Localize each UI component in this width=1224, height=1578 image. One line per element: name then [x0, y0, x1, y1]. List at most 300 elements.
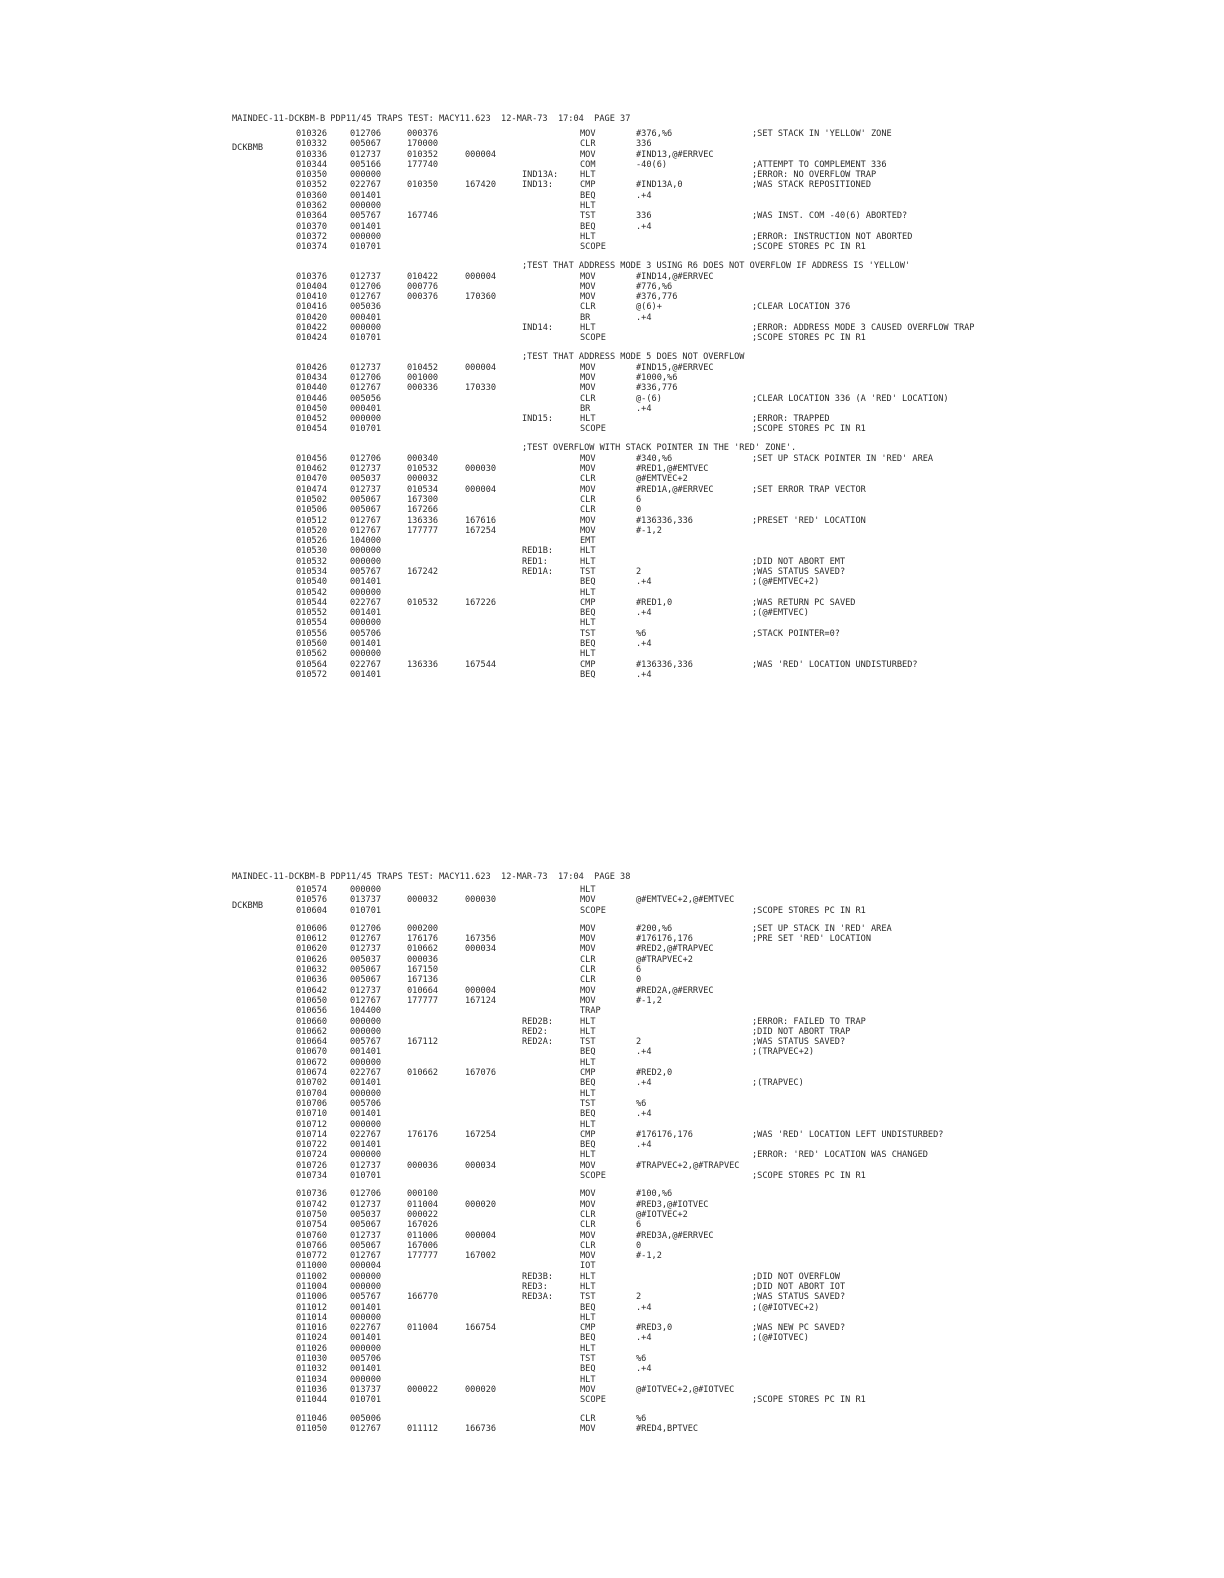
opcode: HLT — [580, 546, 596, 557]
opcode: HLT — [580, 649, 596, 660]
word-1: 005067 — [350, 965, 382, 976]
word-1: 001401 — [350, 1302, 382, 1313]
address: 010470 — [296, 474, 328, 485]
address: 010662 — [296, 1026, 328, 1037]
opcode: CLR — [580, 302, 596, 313]
listing-line — [0, 609, 1224, 619]
word-1: 010701 — [350, 242, 382, 253]
address: 011002 — [296, 1271, 328, 1282]
opcode: TST — [580, 1037, 596, 1048]
word-2: 167006 — [407, 1240, 439, 1251]
word-3: 000020 — [465, 1199, 497, 1210]
word-2: 177777 — [407, 1251, 439, 1262]
operand: #136336,336 — [636, 659, 693, 670]
address: 010632 — [296, 965, 328, 976]
operand: 6 — [636, 494, 642, 505]
operand: 2 — [636, 1292, 642, 1303]
operand: #RED3,0 — [636, 1323, 673, 1334]
listing-line — [0, 1131, 1224, 1141]
address: 010350 — [296, 170, 328, 181]
listing-line — [0, 324, 1224, 334]
address: 010532 — [296, 556, 328, 567]
listing-line — [0, 547, 1224, 557]
opcode: HLT — [580, 170, 596, 181]
opcode: CMP — [580, 180, 596, 191]
word-2: 136336 — [407, 515, 439, 526]
word-1: 005067 — [350, 494, 382, 505]
operand: #200,%6 — [636, 923, 673, 934]
section-gap — [0, 917, 1224, 925]
word-1: 005037 — [350, 954, 382, 965]
comment: ;PRE SET 'RED' LOCATION — [752, 934, 871, 945]
listing-line — [0, 537, 1224, 547]
listing-line — [0, 1425, 1224, 1435]
operand: #176176,176 — [636, 1129, 693, 1140]
word-1: 012737 — [350, 1199, 382, 1210]
address: 010520 — [296, 525, 328, 536]
opcode: MOV — [580, 515, 596, 526]
listing-line — [0, 661, 1224, 671]
comment: ;ERROR: INSTRUCTION NOT ABORTED — [752, 231, 913, 242]
comment: ;ATTEMPT TO COMPLEMENT 336 — [752, 159, 887, 170]
listing-line — [0, 1242, 1224, 1252]
address: 010560 — [296, 639, 328, 650]
word-1: 001401 — [350, 1140, 382, 1151]
opcode: HLT — [580, 1016, 596, 1027]
address: 010452 — [296, 414, 328, 425]
address: 010754 — [296, 1220, 328, 1231]
listing-line — [0, 527, 1224, 537]
opcode: HLT — [580, 1026, 596, 1037]
listing-line — [0, 966, 1224, 976]
label: IND15: — [522, 414, 554, 425]
word-2: 010350 — [407, 180, 439, 191]
operand: #100,%6 — [636, 1189, 673, 1200]
comment: ;SET ERROR TRAP VECTOR — [752, 484, 866, 495]
address: 011000 — [296, 1261, 328, 1272]
comment: ;SCOPE STORES PC IN R1 — [752, 1395, 866, 1406]
opcode: BEQ — [580, 1364, 596, 1375]
listing-line — [0, 578, 1224, 588]
word-2: 000032 — [407, 474, 439, 485]
code-listing-page-38 — [0, 886, 1224, 1435]
word-3: 167420 — [465, 180, 497, 191]
word-3: 000030 — [465, 464, 497, 475]
listing-line — [0, 1386, 1224, 1396]
listing-line — [0, 886, 1224, 896]
label: IND14: — [522, 323, 554, 334]
section-comment-text: ;TEST THAT ADDRESS MODE 3 USING R6 DOES NOT OVERFLOW IF ADDRESS IS 'YELLOW' — [522, 260, 911, 271]
operand: .+4 — [636, 1109, 652, 1120]
opcode: IOT — [580, 1261, 596, 1272]
word-1: 000000 — [350, 1343, 382, 1354]
operand: .+4 — [636, 639, 652, 650]
word-1: 005767 — [350, 566, 382, 577]
label: RED2A: — [522, 1037, 554, 1048]
opcode: MOV — [580, 271, 596, 282]
address: 010362 — [296, 201, 328, 212]
comment: ;WAS STATUS SAVED? — [752, 566, 846, 577]
comment: ;ERROR: ADDRESS MODE 3 CAUSED OVERFLOW TRAP — [752, 323, 975, 334]
operand: .+4 — [636, 1364, 652, 1375]
listing-line — [0, 925, 1224, 935]
operand: @-(6) — [636, 393, 662, 404]
listing-line — [0, 415, 1224, 425]
comment: ;(TRAPVEC+2) — [752, 1047, 815, 1058]
address: 010422 — [296, 323, 328, 334]
address: 010450 — [296, 403, 328, 414]
word-1: 022767 — [350, 180, 382, 191]
opcode: HLT — [580, 1374, 596, 1385]
operand: #376,%6 — [636, 129, 673, 139]
opcode: CLR — [580, 965, 596, 976]
label: RED3: — [522, 1281, 548, 1292]
operand: @(6)+ — [636, 302, 662, 313]
listing-line — [0, 283, 1224, 293]
word-1: 012767 — [350, 525, 382, 536]
operand: #336,776 — [636, 383, 678, 394]
address: 010724 — [296, 1150, 328, 1161]
listing-line — [0, 630, 1224, 640]
opcode: MOV — [580, 362, 596, 373]
address: 010750 — [296, 1209, 328, 1220]
address: 010742 — [296, 1199, 328, 1210]
listing-line — [0, 293, 1224, 303]
opcode: HLT — [580, 618, 596, 629]
opcode: MOV — [580, 149, 596, 160]
label: IND13A: — [522, 170, 559, 181]
listing-line — [0, 506, 1224, 516]
operand: %6 — [636, 628, 647, 639]
header-subtitle: DCKBMB — [232, 142, 264, 153]
header-title: MAINDEC-11-DCKBM-B PDP11/45 TRAPS TEST: MACY11.623 12-MAR-73 17:04 PAGE 37 — [232, 114, 631, 124]
word-2: 010662 — [407, 944, 439, 955]
address: 010502 — [296, 494, 328, 505]
address: 010332 — [296, 139, 328, 150]
opcode: CLR — [580, 474, 596, 485]
word-3: 167616 — [465, 515, 497, 526]
listing-line — [0, 1007, 1224, 1017]
opcode: HLT — [580, 1271, 596, 1282]
word-1: 012737 — [350, 149, 382, 160]
comment: ;SET STACK IN 'YELLOW' ZONE — [752, 129, 892, 139]
address: 010446 — [296, 393, 328, 404]
word-1: 012737 — [350, 944, 382, 955]
opcode: HLT — [580, 885, 596, 895]
operand: -40(6) — [636, 159, 668, 170]
opcode: TST — [580, 1098, 596, 1109]
word-1: 012767 — [350, 995, 382, 1006]
comment: ;WAS STACK REPOSITIONED — [752, 180, 871, 191]
address: 010664 — [296, 1037, 328, 1048]
opcode: BEQ — [580, 577, 596, 588]
word-2: 167746 — [407, 211, 439, 222]
address: 010736 — [296, 1189, 328, 1200]
listing-line — [0, 956, 1224, 966]
word-3: 167002 — [465, 1251, 497, 1262]
label: RED3A: — [522, 1292, 554, 1303]
word-2: 136336 — [407, 659, 439, 670]
comment: ;(@#EMTVEC+2) — [752, 577, 820, 588]
word-1: 000000 — [350, 546, 382, 557]
listing-line — [0, 1345, 1224, 1355]
listing-line — [0, 425, 1224, 435]
operand: %6 — [636, 1354, 647, 1365]
word-1: 000000 — [350, 1271, 382, 1282]
listing-line — [0, 1232, 1224, 1242]
label: IND13: — [522, 180, 554, 191]
word-1: 001401 — [350, 190, 382, 201]
address: 010766 — [296, 1240, 328, 1251]
word-1: 000000 — [350, 1057, 382, 1068]
word-2: 011006 — [407, 1230, 439, 1241]
opcode: SCOPE — [580, 1395, 606, 1406]
address: 010374 — [296, 242, 328, 253]
opcode: BEQ — [580, 639, 596, 650]
word-2: 000776 — [407, 281, 439, 292]
operand: .+4 — [636, 1078, 652, 1089]
word-1: 005706 — [350, 1098, 382, 1109]
listing-line — [0, 303, 1224, 313]
address: 010424 — [296, 333, 328, 344]
word-2: 000036 — [407, 954, 439, 965]
listing-line — [0, 405, 1224, 415]
opcode: TST — [580, 1354, 596, 1365]
address: 010572 — [296, 669, 328, 680]
address: 010376 — [296, 271, 328, 282]
listing-line — [0, 1324, 1224, 1334]
listing-line — [0, 558, 1224, 568]
opcode: MOV — [580, 895, 596, 906]
word-2: 167300 — [407, 494, 439, 505]
word-3: 170330 — [465, 383, 497, 394]
word-1: 000401 — [350, 312, 382, 323]
word-1: 000000 — [350, 1016, 382, 1027]
listing-line — [0, 1201, 1224, 1211]
address: 010656 — [296, 1006, 328, 1017]
operand: 6 — [636, 965, 642, 976]
listing-line — [0, 997, 1224, 1007]
listing-line — [0, 1211, 1224, 1221]
address: 011050 — [296, 1423, 328, 1434]
comment: ;STACK POINTER=0? — [752, 628, 840, 639]
comment: ;ERROR: FAILED TO TRAP — [752, 1016, 866, 1027]
opcode: HLT — [580, 587, 596, 598]
comment: ;WAS STATUS SAVED? — [752, 1037, 846, 1048]
address: 010462 — [296, 464, 328, 475]
operand: #IND13,@#ERRVEC — [636, 149, 714, 160]
listing-line — [0, 130, 1224, 140]
opcode: TST — [580, 211, 596, 222]
opcode: CMP — [580, 1068, 596, 1079]
word-2: 176176 — [407, 1129, 439, 1140]
operand: .+4 — [636, 190, 652, 201]
word-2: 000022 — [407, 1384, 439, 1395]
opcode: MOV — [580, 453, 596, 464]
address: 010760 — [296, 1230, 328, 1241]
opcode: HLT — [580, 556, 596, 567]
word-3: 000030 — [465, 895, 497, 906]
address: 010404 — [296, 281, 328, 292]
operand: 6 — [636, 1220, 642, 1231]
word-2: 010534 — [407, 484, 439, 495]
operand: 0 — [636, 505, 642, 516]
word-1: 005706 — [350, 1354, 382, 1365]
word-1: 022767 — [350, 659, 382, 670]
address: 010336 — [296, 149, 328, 160]
word-2: 011112 — [407, 1423, 439, 1434]
comment: ;(@#IOTVEC) — [752, 1333, 809, 1344]
word-1: 005767 — [350, 211, 382, 222]
listing-line — [0, 599, 1224, 609]
address: 010326 — [296, 129, 328, 139]
operand: .+4 — [636, 1333, 652, 1344]
operand: #IND15,@#ERRVEC — [636, 362, 714, 373]
operand: @#EMTVEC+2 — [636, 474, 688, 485]
operand: .+4 — [636, 1140, 652, 1151]
word-1: 010701 — [350, 333, 382, 344]
operand: #RED2,0 — [636, 1068, 673, 1079]
comment: ;WAS STATUS SAVED? — [752, 1292, 846, 1303]
operand: 336 — [636, 211, 652, 222]
listing-line — [0, 1162, 1224, 1172]
listing-line — [0, 395, 1224, 405]
label: RED1B: — [522, 546, 554, 557]
opcode: MOV — [580, 129, 596, 139]
word-1: 013737 — [350, 1384, 382, 1395]
address: 011016 — [296, 1323, 328, 1334]
word-2: 000032 — [407, 895, 439, 906]
word-1: 010701 — [350, 424, 382, 435]
operand: #136336,336 — [636, 515, 693, 526]
operand: #776,%6 — [636, 281, 673, 292]
word-1: 022767 — [350, 597, 382, 608]
comment: ;PRESET 'RED' LOCATION — [752, 515, 866, 526]
word-1: 000000 — [350, 618, 382, 629]
listing-line — [0, 671, 1224, 681]
address: 010710 — [296, 1109, 328, 1120]
comment: ;WAS 'RED' LOCATION UNDISTURBED? — [752, 659, 918, 670]
word-1: 012737 — [350, 1230, 382, 1241]
operand: 2 — [636, 566, 642, 577]
address: 010620 — [296, 944, 328, 955]
word-2: 167150 — [407, 965, 439, 976]
word-1: 013737 — [350, 895, 382, 906]
word-1: 010701 — [350, 905, 382, 916]
word-3: 167356 — [465, 934, 497, 945]
operand: @#IOTVEC+2 — [636, 1209, 688, 1220]
operand: #340,%6 — [636, 453, 673, 464]
opcode: TST — [580, 566, 596, 577]
opcode: BEQ — [580, 1333, 596, 1344]
listing-line — [0, 334, 1224, 344]
word-3: 166754 — [465, 1323, 497, 1334]
listing-line — [0, 212, 1224, 222]
comment: ;(TRAPVEC) — [752, 1078, 804, 1089]
comment: ;SCOPE STORES PC IN R1 — [752, 905, 866, 916]
listing-line — [0, 1304, 1224, 1314]
word-2: 177740 — [407, 159, 439, 170]
opcode: CMP — [580, 659, 596, 670]
opcode: BR — [580, 403, 591, 414]
word-2: 000376 — [407, 292, 439, 303]
opcode: BR — [580, 312, 591, 323]
word-2: 167266 — [407, 505, 439, 516]
opcode: BEQ — [580, 1109, 596, 1120]
word-1: 000000 — [350, 170, 382, 181]
word-3: 167124 — [465, 995, 497, 1006]
listing-line — [0, 1293, 1224, 1303]
address: 010360 — [296, 190, 328, 201]
address: 010344 — [296, 159, 328, 170]
operand: 0 — [636, 1240, 642, 1251]
opcode: MOV — [580, 944, 596, 955]
address: 010734 — [296, 1171, 328, 1182]
address: 010420 — [296, 312, 328, 323]
listing-line — [0, 1415, 1224, 1425]
listing-line — [0, 1273, 1224, 1283]
address: 010512 — [296, 515, 328, 526]
address: 010606 — [296, 923, 328, 934]
word-1: 000000 — [350, 201, 382, 212]
opcode: MOV — [580, 995, 596, 1006]
word-1: 012767 — [350, 383, 382, 394]
word-1: 005166 — [350, 159, 382, 170]
word-1: 000000 — [350, 1026, 382, 1037]
word-1: 001401 — [350, 608, 382, 619]
word-2: 010352 — [407, 149, 439, 160]
listing-line — [0, 1151, 1224, 1161]
opcode: COM — [580, 159, 596, 170]
opcode: MOV — [580, 464, 596, 475]
comment: ;CLEAR LOCATION 376 — [752, 302, 851, 313]
label: RED2B: — [522, 1016, 554, 1027]
header-subtitle: DCKBMB — [232, 900, 264, 911]
listing-line — [0, 987, 1224, 997]
word-1: 001401 — [350, 221, 382, 232]
word-1: 012737 — [350, 1160, 382, 1171]
address: 010612 — [296, 934, 328, 945]
address: 010534 — [296, 566, 328, 577]
operand: .+4 — [636, 221, 652, 232]
address: 011030 — [296, 1354, 328, 1365]
word-1: 001401 — [350, 1109, 382, 1120]
word-1: 005037 — [350, 474, 382, 485]
comment: ;SCOPE STORES PC IN R1 — [752, 333, 866, 344]
listing-line — [0, 140, 1224, 150]
word-2: 000022 — [407, 1209, 439, 1220]
word-1: 001401 — [350, 1364, 382, 1375]
address: 010410 — [296, 292, 328, 303]
operand: .+4 — [636, 577, 652, 588]
listing-line — [0, 1028, 1224, 1038]
address: 010706 — [296, 1098, 328, 1109]
opcode: CLR — [580, 393, 596, 404]
opcode: CLR — [580, 1209, 596, 1220]
operand: .+4 — [636, 608, 652, 619]
opcode: MOV — [580, 484, 596, 495]
listing-line — [0, 1018, 1224, 1028]
address: 010552 — [296, 608, 328, 619]
word-2: 000376 — [407, 129, 439, 139]
listing-line — [0, 619, 1224, 629]
opcode: HLT — [580, 1312, 596, 1323]
operand: #-1,2 — [636, 995, 662, 1006]
opcode: CLR — [580, 954, 596, 965]
word-1: 012706 — [350, 281, 382, 292]
label: RED3B: — [522, 1271, 554, 1282]
listing-line — [0, 1090, 1224, 1100]
